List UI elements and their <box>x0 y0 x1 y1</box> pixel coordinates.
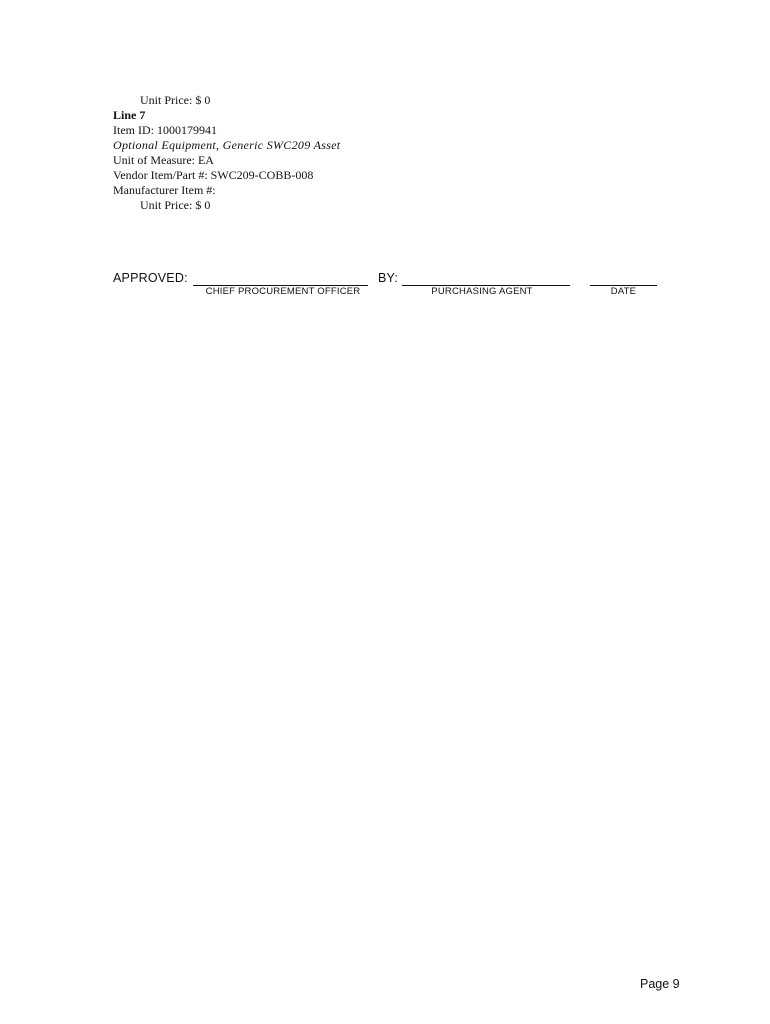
purchasing-agent-caption: PURCHASING AGENT <box>431 286 533 297</box>
vendor-part-number: Vendor Item/Part #: SWC209-COBB-008 <box>113 168 314 182</box>
line-item-details <box>113 93 513 213</box>
approved-label: APPROVED: <box>113 271 188 285</box>
unit-of-measure: Unit of Measure: EA <box>113 153 214 167</box>
previous-unit-price: Unit Price: $ 0 <box>140 93 211 107</box>
manufacturer-item: Manufacturer Item #: <box>113 183 216 197</box>
item-description: Optional Equipment, Generic SWC209 Asset <box>113 138 341 152</box>
unit-price: Unit Price: $ 0 <box>140 198 211 212</box>
date-caption: DATE <box>610 286 637 297</box>
by-label: BY: <box>378 271 399 285</box>
chief-procurement-officer-caption: CHIEF PROCUREMENT OFFICER <box>205 286 361 297</box>
approval-section <box>0 268 770 308</box>
line-heading: Line 7 <box>113 108 146 122</box>
page-number: Page 9 <box>640 977 680 991</box>
item-id: Item ID: 1000179941 <box>113 123 217 137</box>
